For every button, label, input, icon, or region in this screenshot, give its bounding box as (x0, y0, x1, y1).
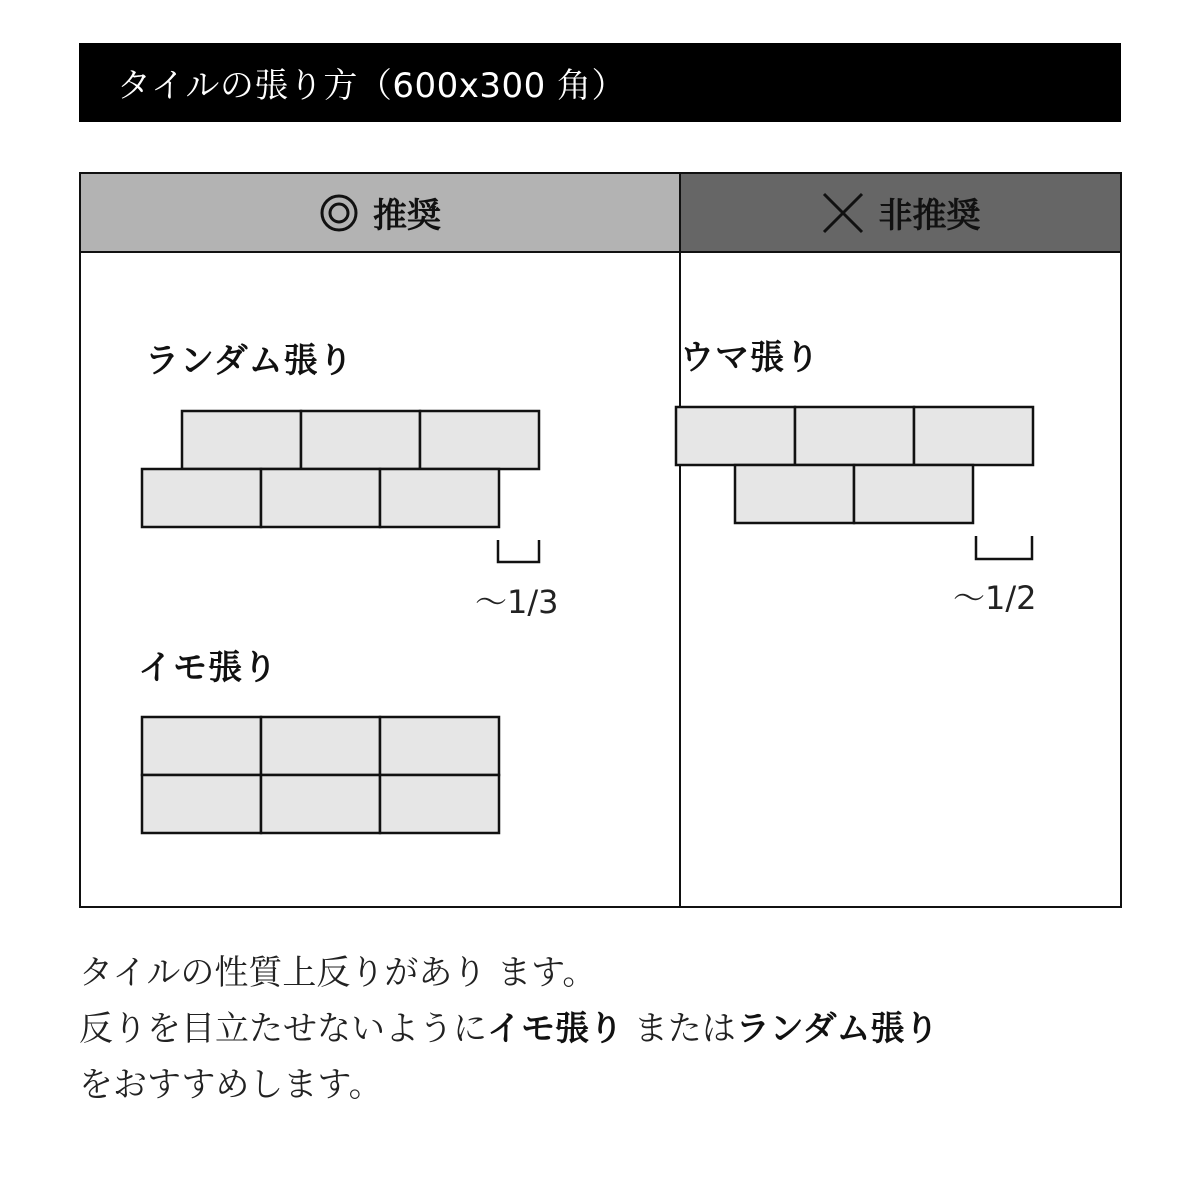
recommended-label: 推奨 (373, 196, 441, 236)
imo-top-tile-3 (380, 717, 499, 775)
uma-offset-bracket (976, 536, 1032, 559)
tile-layer (142, 407, 1033, 833)
note-line-1: タイルの性質上反りがあり ます。 (79, 953, 597, 993)
random-offset-bracket (498, 540, 539, 562)
imo-pattern-label: イモ張り (138, 648, 278, 688)
random-top-tile-3 (420, 411, 539, 469)
note-line-2-c: または (633, 1009, 736, 1049)
imo-bottom-tile-3 (380, 775, 499, 833)
uma-top-tile-2 (795, 407, 914, 465)
uma-pattern-label: ウマ張り (680, 338, 820, 378)
note-line-3: をおすすめします。 (79, 1065, 383, 1105)
explanatory-note (79, 945, 1139, 1113)
not-recommended-label: 非推奨 (878, 196, 981, 236)
uma-bottom-tile-2 (854, 465, 973, 523)
uma-bottom-tile-1 (735, 465, 854, 523)
note-line-2-a: 反りを目立たせないように (79, 1009, 487, 1049)
uma-offset-note: 〜1/2 (953, 579, 1037, 617)
random-pattern-label: ランダム張り (145, 341, 354, 381)
random-bottom-tile-1 (142, 469, 261, 527)
random-top-tile-2 (301, 411, 420, 469)
random-top-tile-1 (182, 411, 301, 469)
imo-bottom-tile-1 (142, 775, 261, 833)
imo-top-tile-1 (142, 717, 261, 775)
note-imo-emphasis: イモ張り (487, 1009, 623, 1049)
page-title: タイルの張り方（600x300 角） (117, 66, 627, 106)
imo-bottom-tile-2 (261, 775, 380, 833)
random-bottom-tile-3 (380, 469, 499, 527)
uma-top-tile-1 (676, 407, 795, 465)
uma-top-tile-3 (914, 407, 1033, 465)
note-random-emphasis: ランダム張り (735, 1009, 939, 1049)
random-offset-note: 〜1/3 (475, 583, 559, 621)
imo-top-tile-2 (261, 717, 380, 775)
note-line-2 (79, 1001, 1139, 1057)
random-bottom-tile-2 (261, 469, 380, 527)
